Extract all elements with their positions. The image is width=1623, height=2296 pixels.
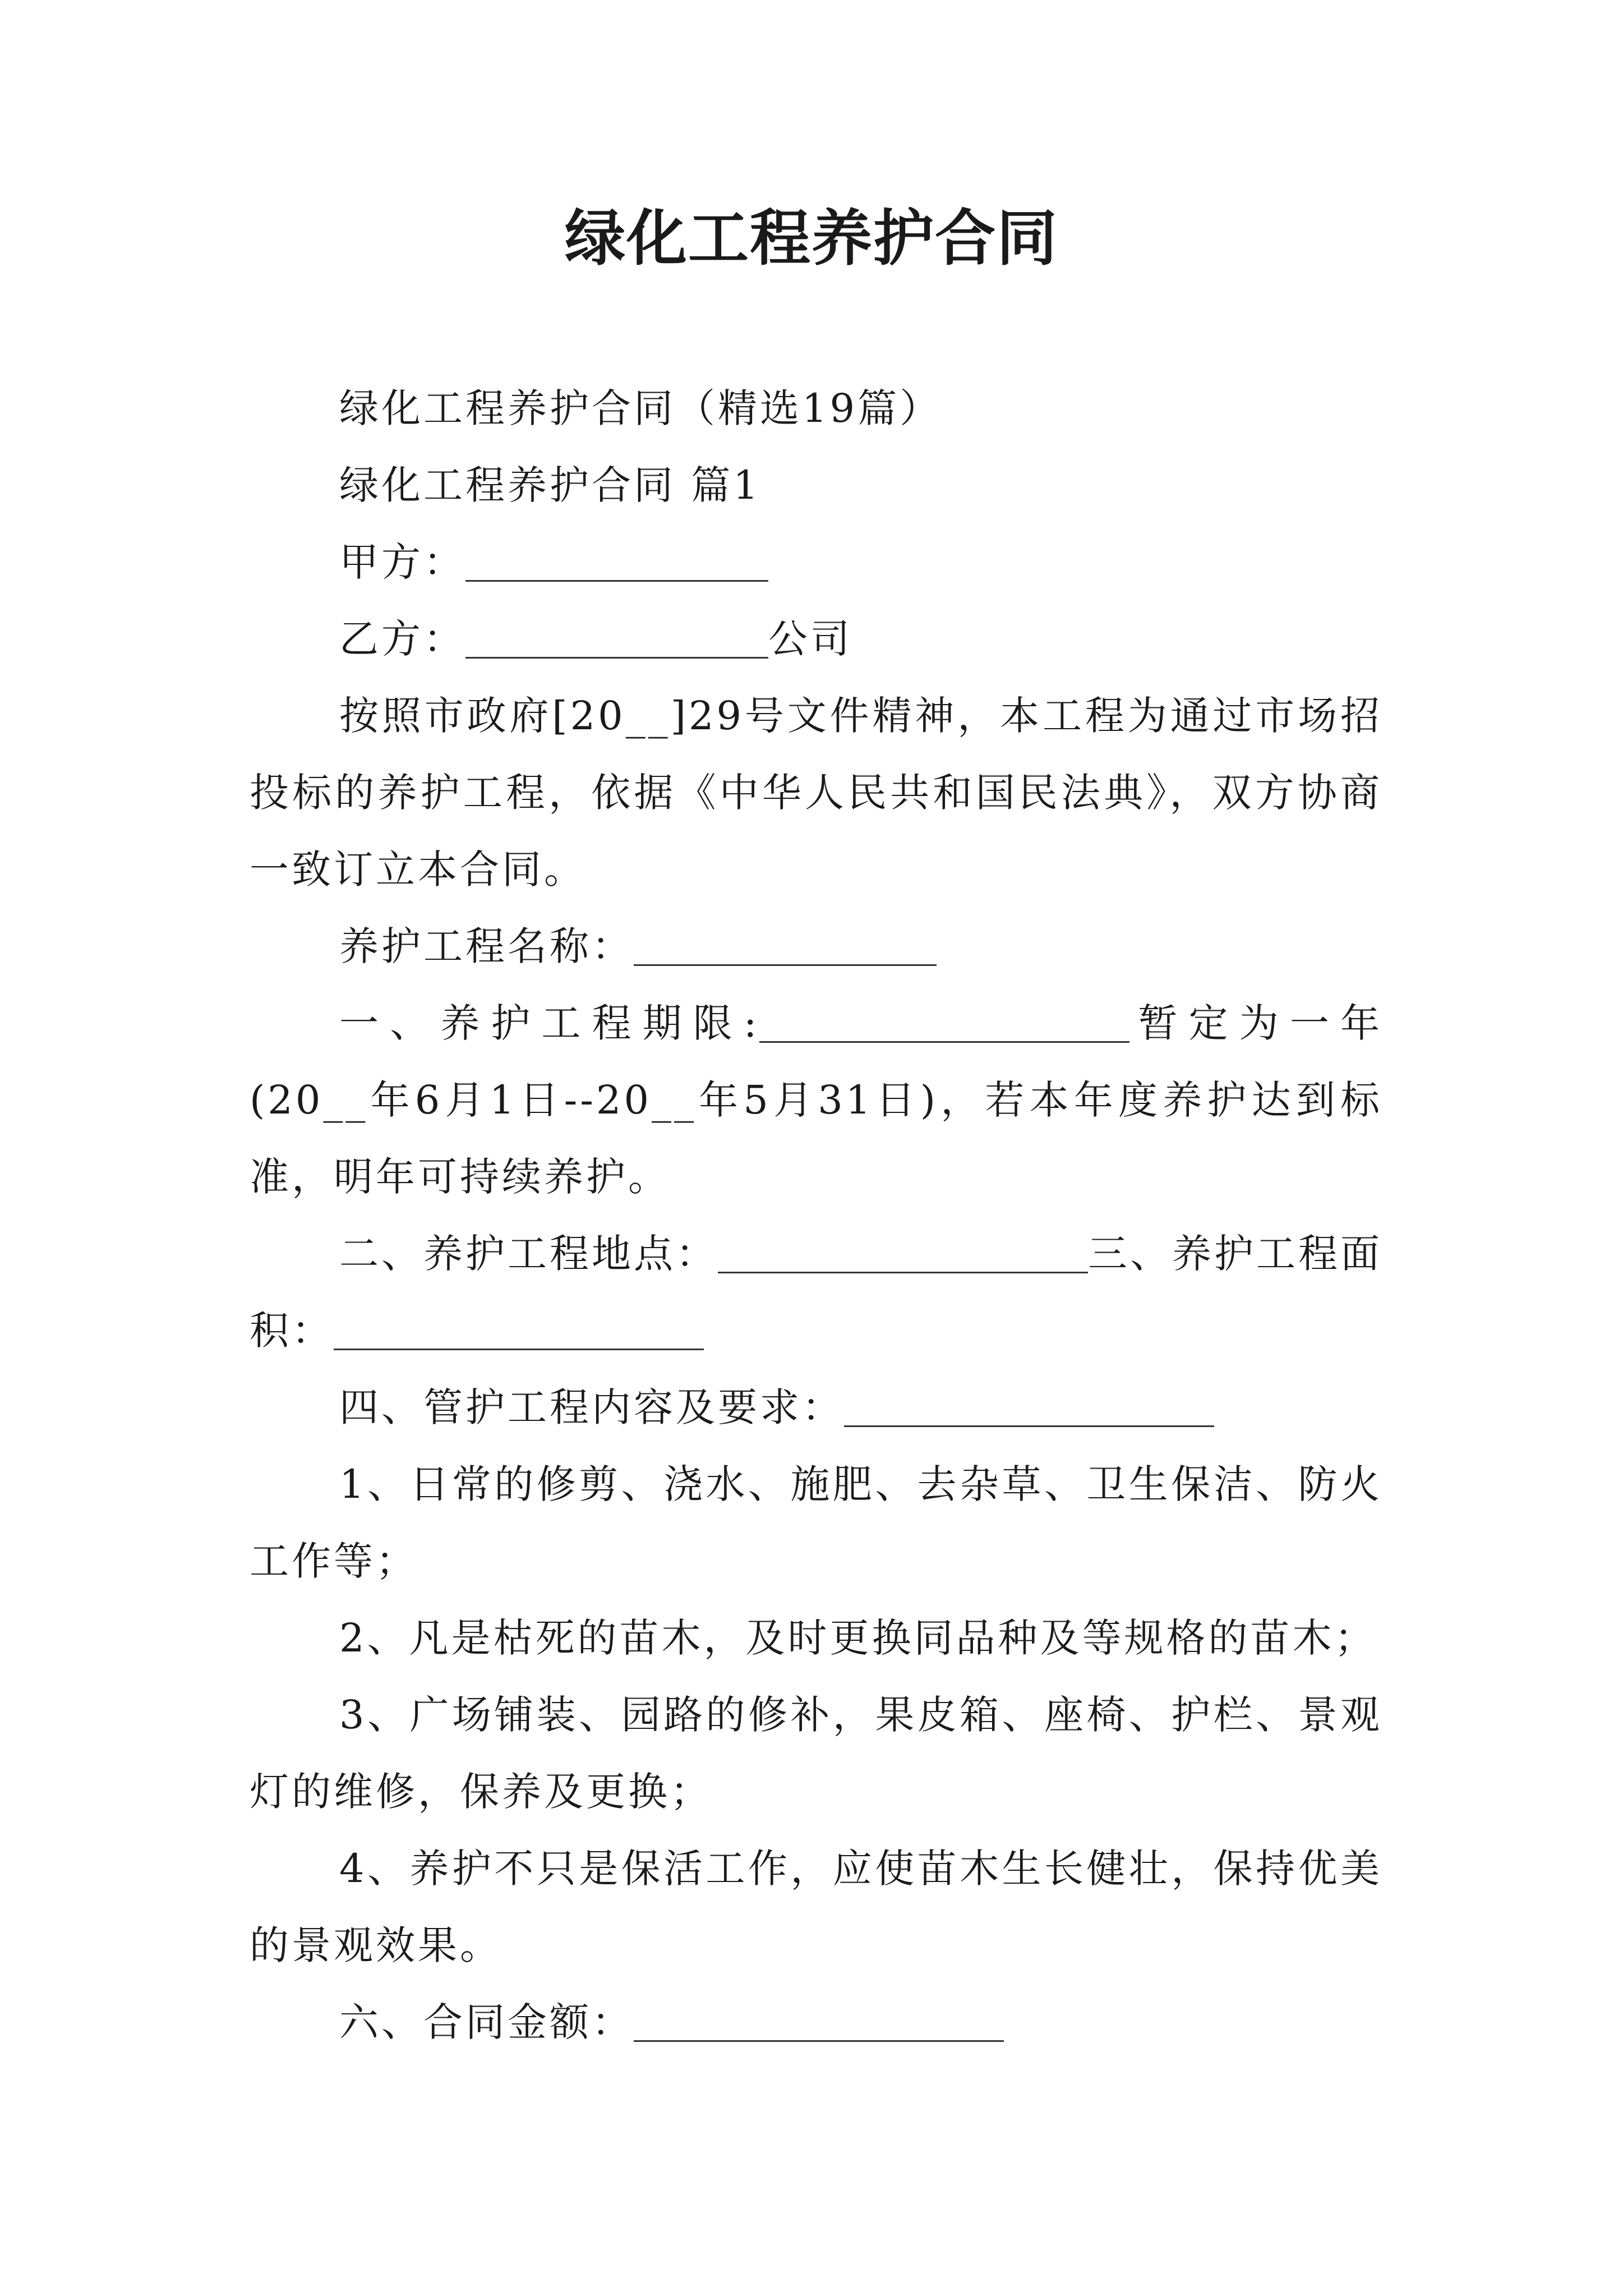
party-a-blank	[465, 541, 768, 582]
content-requirements-label: 四、管护工程内容及要求：	[339, 1384, 844, 1430]
location-label: 二、养护工程地点：	[339, 1231, 718, 1277]
contract-amount-line	[250, 1984, 1382, 2061]
party-a-line	[250, 524, 1382, 601]
area-blank	[334, 1309, 704, 1350]
party-b-suffix: 公司	[768, 616, 852, 662]
term-text: 暂定为一年(20__年6月1日--20__年5月31日)，若本年度养护达到标准，明年可持续养护。	[250, 1000, 1382, 1200]
requirement-item-4: 4、养护不只是保活工作，应使苗木生长健壮，保持优美的景观效果。	[250, 1846, 1382, 1968]
paragraph-subtitle: 绿化工程养护合同（精选19篇）	[339, 385, 942, 431]
requirement-item-1: 1、日常的修剪、浇水、施肥、去杂草、卫生保洁、防火工作等；	[250, 1461, 1382, 1584]
party-a-label: 甲方：	[339, 539, 465, 585]
requirement-item-2: 2、凡是枯死的苗木，及时更换同品种及等规格的苗木；	[339, 1615, 1377, 1661]
content-requirements-line	[250, 1369, 1382, 1446]
document-title: 绿化工程养护合同	[564, 203, 1058, 274]
project-name-label: 养护工程名称：	[339, 923, 634, 969]
project-name-line	[250, 908, 1382, 985]
party-b-line	[250, 601, 1382, 678]
term-blank	[759, 1002, 1129, 1043]
party-b-blank	[465, 618, 768, 659]
document-body	[250, 370, 1382, 2061]
location-blank	[718, 1232, 1088, 1273]
requirement-item-3: 3、广场铺装、园路的修补，果皮箱、座椅、护栏、景观灯的维修，保养及更换；	[250, 1692, 1382, 1815]
location-area-paragraph	[250, 1216, 1382, 1369]
party-b-label: 乙方：	[339, 616, 465, 662]
content-requirements-blank	[844, 1386, 1214, 1427]
contract-amount-label: 六、合同金额：	[339, 1999, 634, 2045]
paragraph-chapter-heading: 绿化工程养护合同 篇1	[339, 462, 761, 508]
area-label: 三、养护工程面积：	[250, 1231, 1382, 1354]
term-paragraph	[250, 985, 1382, 1216]
project-name-blank	[634, 925, 937, 966]
contract-amount-blank	[634, 2001, 1004, 2042]
paragraph-preamble: 按照市政府[20__]29号文件精神，本工程为通过市场招投标的养护工程，依据《中华人民共和国民法典》，双方协商一致订立本合同。	[250, 693, 1382, 892]
term-label: 一、养护工程期限:	[339, 1000, 760, 1046]
